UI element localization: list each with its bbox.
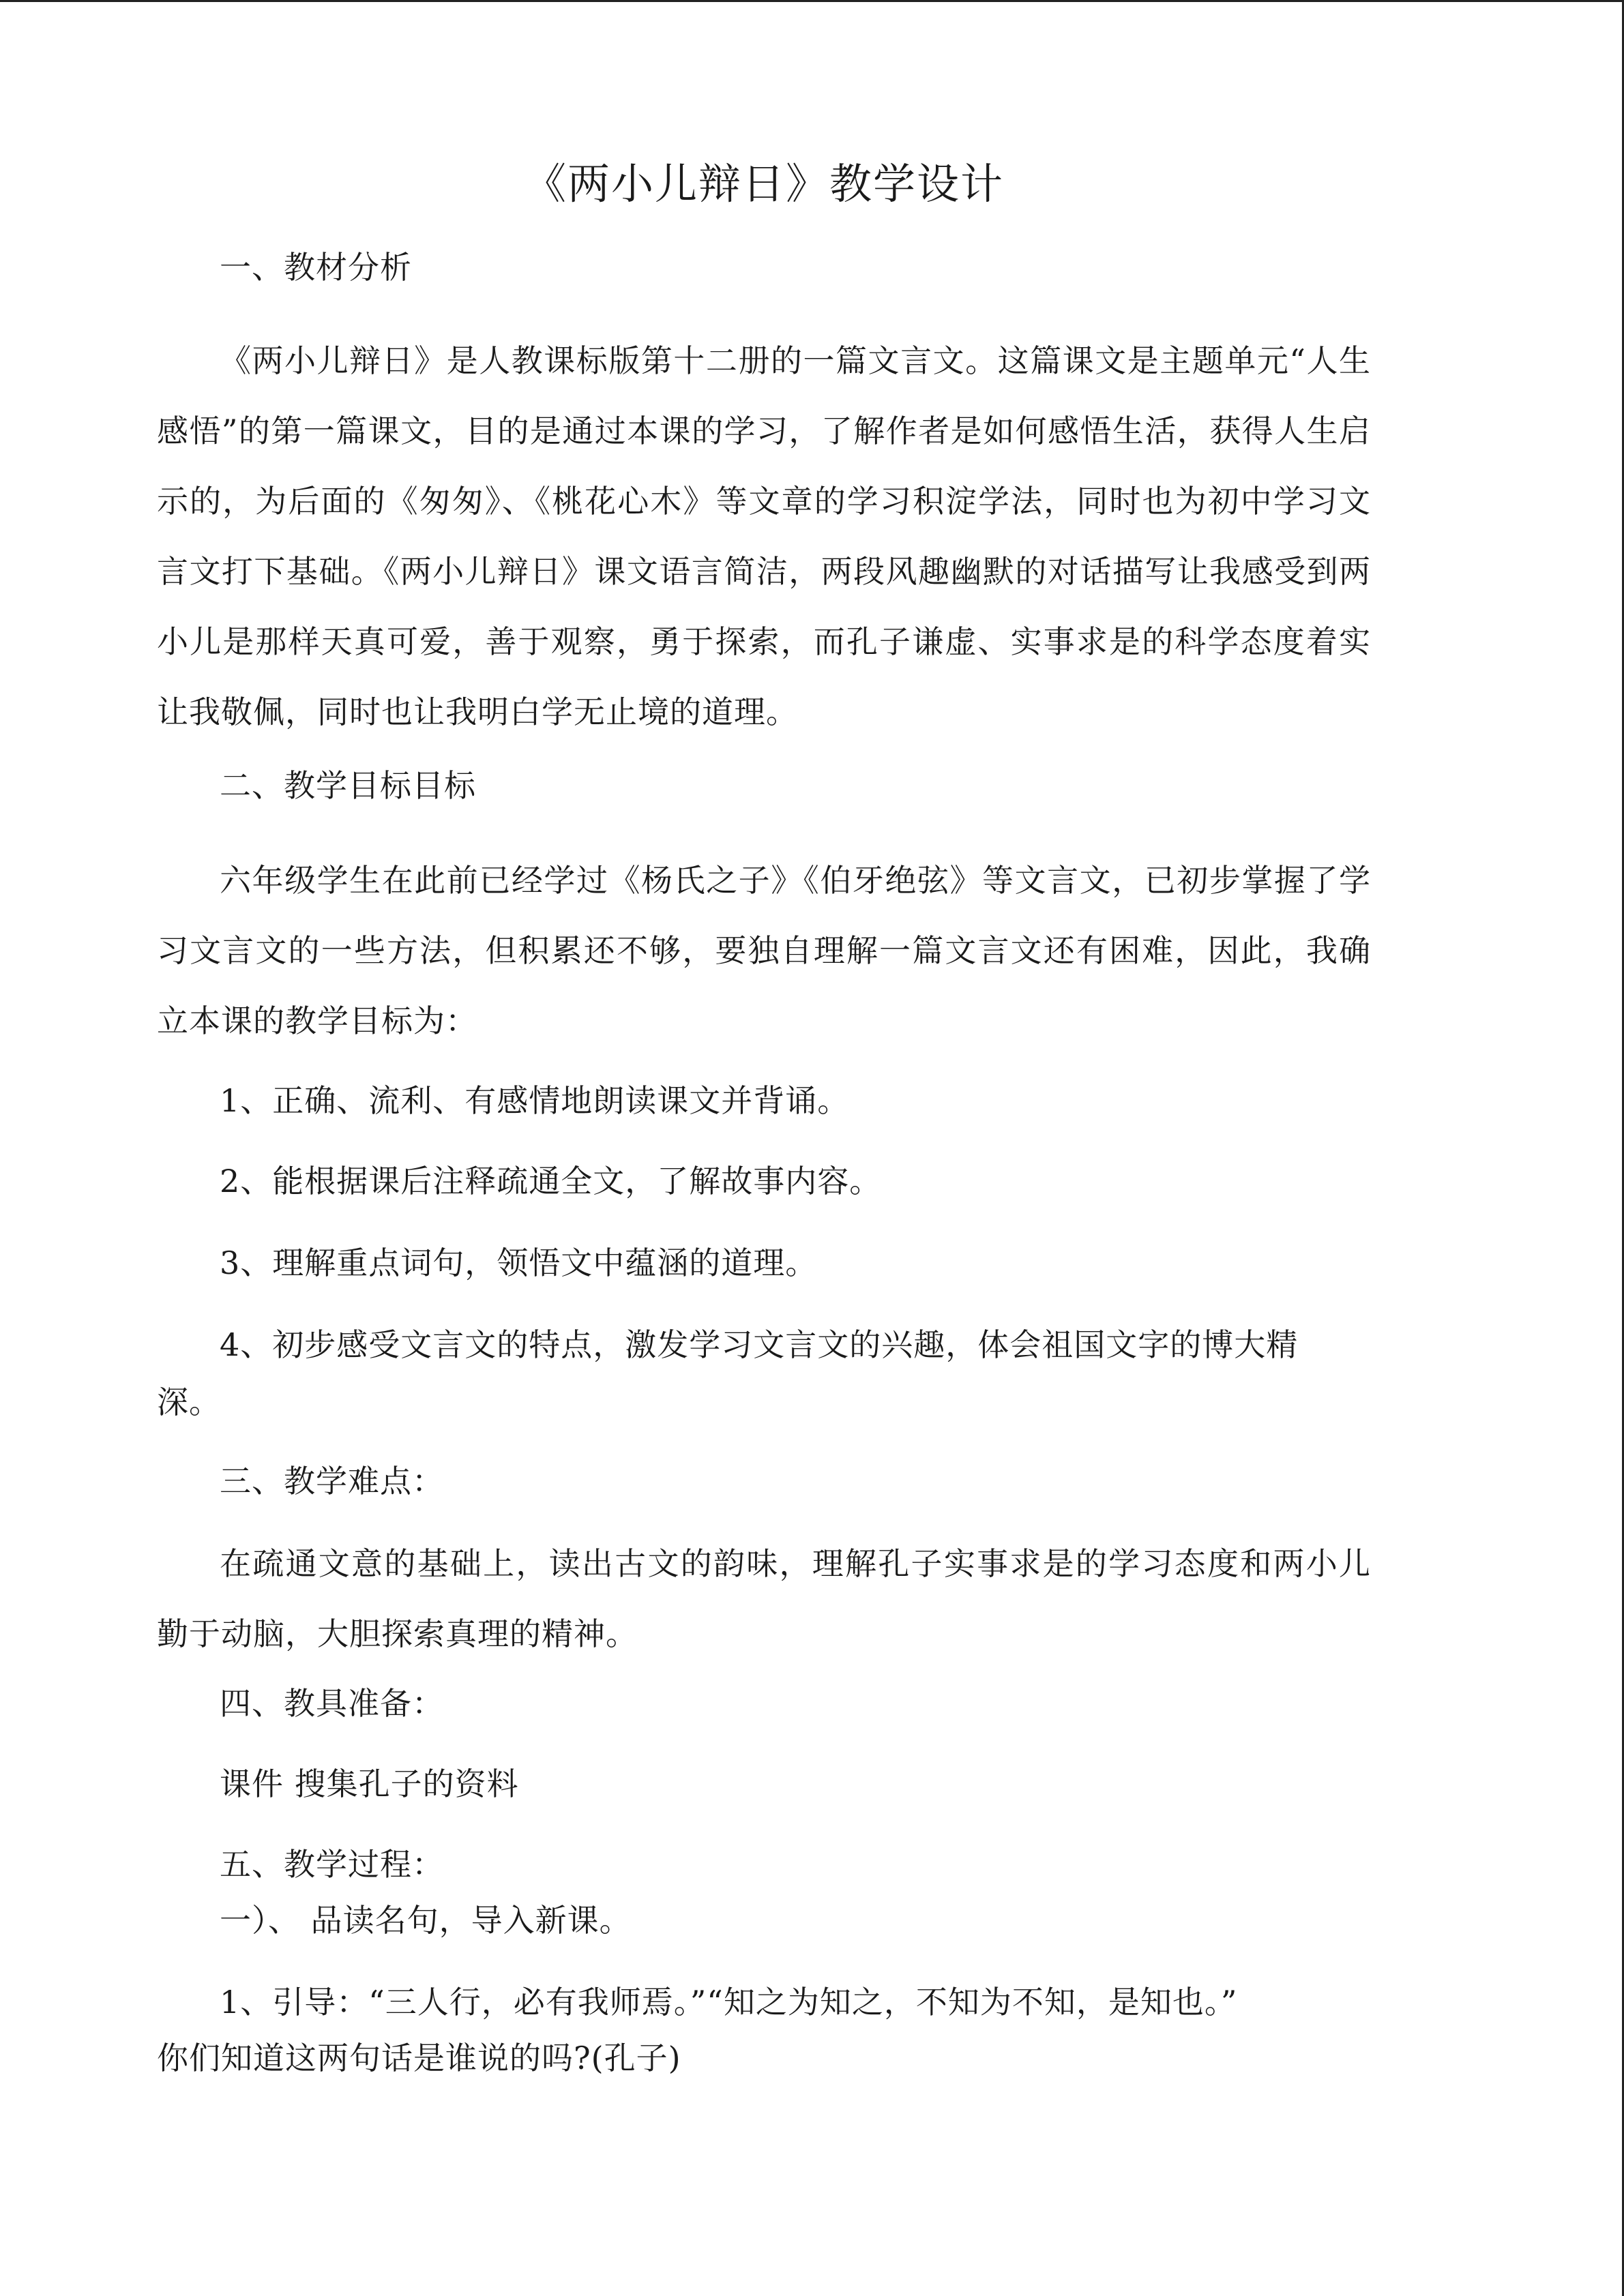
process-item-1-line-2: 你们知道这两句话是谁说的吗?(孔子) [157, 2040, 681, 2076]
section-heading-5: 五、教学过程： [220, 1846, 444, 1883]
materials-text: 课件 搜集孔子的资料 [220, 1765, 519, 1802]
goal-item-3: 3、理解重点词句，领悟文中蕴涵的道理。 [220, 1244, 818, 1281]
section-paragraph-3: 在疏通文意的基础上，读出古文的韵味，理解孔子实事求是的学习态度和两小儿勤于动脑，大胆探索真理的精神。 [157, 1545, 1371, 1652]
section-heading-1: 一、教材分析 [220, 249, 412, 286]
section-paragraph-2: 六年级学生在此前已经学过《杨氏之子》《伯牙绝弦》等文言文，已初步掌握了学习文言文的一些方法，但积累还不够，要独自理解一篇文言文还有困难，因此，我确立本课的教学目标为： [157, 862, 1371, 1039]
process-subheading-1: 一）、 品读名句，导入新课。 [220, 1902, 632, 1939]
process-item-1-line-1: 1、引导：“三人行，必有我师焉。”“知之为知之，不知为不知，是知也。” [220, 1984, 1238, 2021]
document-title: 《两小儿辩日》教学设计 [523, 159, 1004, 209]
section-paragraph-1: 《两小儿辩日》是人教课标版第十二册的一篇文言文。这篇课文是主题单元“人生感悟”的第一篇课文，目的是通过本课的学习，了解作者是如何感悟生活，获得人生启示的，为后面的《匆匆》、《桃花心木》等文章的学习积淀学法，同时也为初中学习文言文打下基础。《两小儿辩日》课文语言简洁，两段风趣幽默的对话描写让我感受到两小儿是那样天真可爱，善于观察，勇于探索，而孔子谦虚、实事求是的科学态度着实让我敬佩，同时也让我明白学无止境的道理。 [157, 342, 1371, 730]
section-heading-3: 三、教学难点： [220, 1463, 444, 1500]
goal-item-1: 1、正确、流利、有感情地朗读课文并背诵。 [220, 1082, 850, 1119]
goal-item-2: 2、能根据课后注释疏通全文，了解故事内容。 [220, 1163, 882, 1199]
section-heading-2: 二、教学目标目标 [220, 767, 476, 804]
goal-item-4-continuation: 深。 [157, 1384, 221, 1420]
goal-item-4: 4、初步感受文言文的特点，激发学习文言文的兴趣，体会祖国文字的博大精 [220, 1326, 1299, 1363]
top-border [0, 0, 1624, 2]
section-heading-4: 四、教具准备： [220, 1685, 444, 1722]
